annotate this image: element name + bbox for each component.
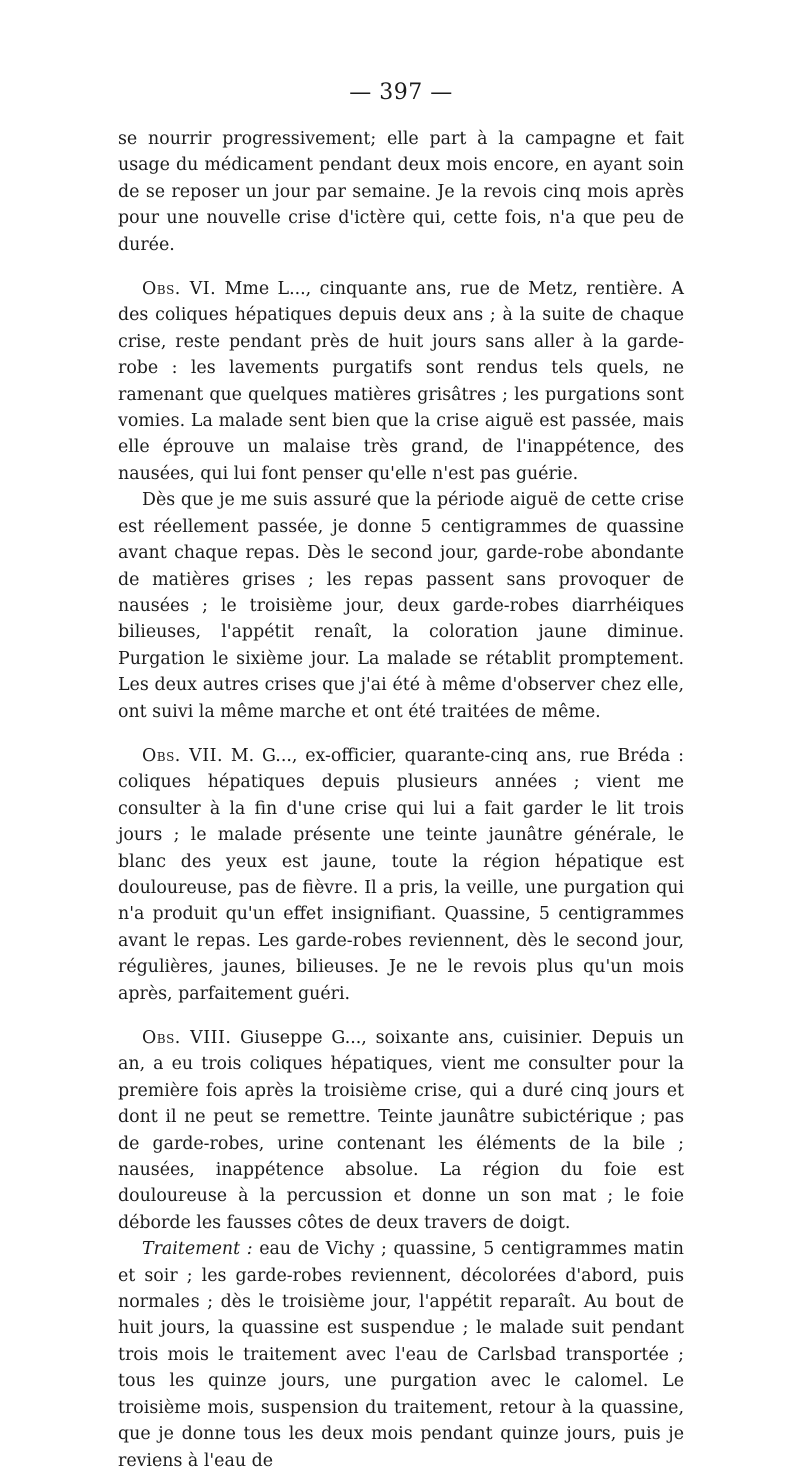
observation-8	[118, 1025, 684, 1236]
observation-8-treatment	[118, 1236, 684, 1474]
paragraph-text: M. G..., ex-officier, quarante-cinq ans, rue Bréda : coliques hépatiques depuis plusieurs années ; vient me consulter à la fin d'une crise qui lui a fait garder le lit trois jours ; le malade présente une teinte jaunâtre générale, le blanc des yeux est jaune, toute la région hépatique est douloureuse, pas de fièvre. Il a pris, la veille, une purgation qui n'a produit qu'un effet insignifiant. Quassine, 5 centigrammes avant le repas. Les garde-robes reviennent, dès le second jour, régulières, jaunes, bilieuses. Je ne le revois plus qu'un mois après, parfaitement guéri.	[118, 745, 684, 1004]
body-text	[118, 126, 684, 1474]
observation-label: Obs. VI.	[142, 279, 217, 300]
paragraph-text: Mme L..., cinquante ans, rue de Metz, rentière. A des coliques hépatiques depuis deux ans ; à la suite de chaque crise, reste pendant près de huit jours sans aller à la garde-robe : les lavements purgatifs sont rendus tels quels, ne ramenant que quelques matières grisâtres ; les purgations sont vomies. La malade sent bien que la crise aiguë est passée, mais elle éprouve un malaise très grand, de l'inappétence, des nausées, qui lui font penser qu'elle n'est pas guérie.	[118, 279, 684, 484]
observation-6-treatment	[118, 487, 684, 725]
observation-label: Obs. VII.	[142, 745, 223, 766]
book-page	[118, 80, 684, 1474]
treatment-label: Traitement :	[142, 1239, 253, 1260]
paragraph-text: se nourrir progressivement; elle part à la campagne et fait usage du médicament pendant deux mois encore, en ayant soin de se reposer un jour par semaine. Je la revois cinq mois après pour une nouvelle crise d'ictère qui, cette fois, n'a que peu de durée.	[118, 129, 684, 255]
observation-7	[118, 743, 684, 1007]
paragraph-text: Giuseppe G..., soixante ans, cuisinier. Depuis un an, a eu trois coliques hépatiques, vient me consulter pour la première fois après la troisième crise, qui a duré cinq jours et dont il ne peut se remettre. Teinte jaunâtre subictérique ; pas de garde-robes, urine contenant les éléments de la bile ; nausées, inappétence absolue. La région du foie est douloureuse à la percussion et donne un son mat ; le foie déborde les fausses côtes de deux travers de doigt.	[118, 1028, 684, 1233]
observation-label: Obs. VIII.	[142, 1028, 232, 1048]
paragraph-text: eau de Vichy ; quassine, 5 centigrammes matin et soir ; les garde-robes reviennent, décolorées d'abord, puis normales ; dès le troisième jour, l'appétit reparaît. Au bout de huit jours, la quassine est suspendue ; le malade suit pendant trois mois le traitement avec l'eau de Carlsbad transportée ; tous les quinze jours, une purgation avec le calomel. Le troisième mois, suspension du traitement, retour à la quassine, que je donne tous les deux mois pendant quinze jours, puis je reviens à l'eau de	[118, 1239, 684, 1471]
observation-6	[118, 276, 684, 487]
paragraph-continuation	[118, 126, 684, 258]
page-number: — 397 —	[349, 80, 453, 105]
paragraph-text: Dès que je me suis assuré que la période aiguë de cette crise est réellement passée, je donne 5 centigrammes de quassine avant chaque repas. Dès le second jour, garde-robe abondante de matières grises ; les repas passent sans provoquer de nausées ; le troisième jour, deux garde-robes diarrhéiques bilieuses, l'appétit renaît, la coloration jaune diminue. Purgation le sixième jour. La malade se rétablit promptement. Les deux autres crises que j'ai été à même d'observer chez elle, ont suivi la même marche et ont été traitées de même.	[118, 490, 684, 722]
